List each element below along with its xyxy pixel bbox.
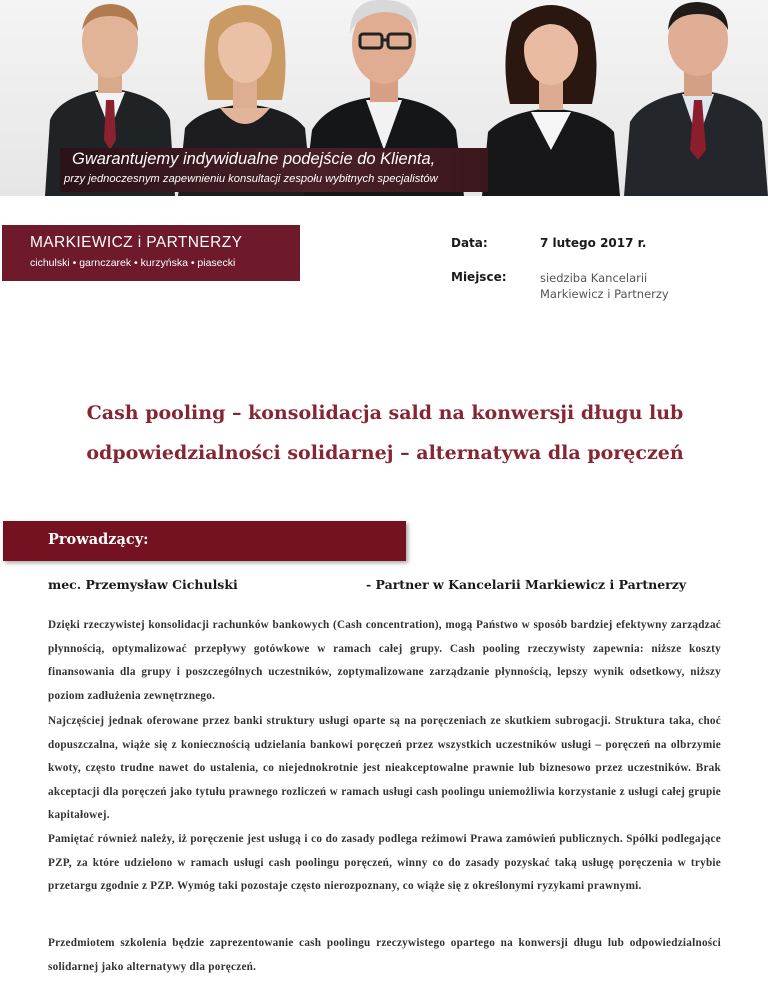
logo-brand: MARKIEWICZ i PARTNERZY [30, 234, 243, 251]
team-photo-person-4 [476, 0, 626, 196]
paragraph-4: Przedmiotem szkolenia będzie zaprezentowanie cash poolingu rzeczywistego opartego na konwersji długu lub odpowiedzialności solidarnej jako alternatywy dla poręczeń. [48, 937, 721, 973]
title-line-2: odpowiedzialności solidarnej – alternatywa dla poręczeń [86, 442, 684, 464]
title-line-1: Cash pooling – konsolidacja sald na konwersji długu lub [86, 402, 684, 424]
place-label: Miejsce: [451, 270, 507, 284]
page-title [40, 393, 730, 473]
date-value: 7 lutego 2017 r. [540, 236, 647, 250]
presenter-name: mec. Przemysław Cichulski [48, 577, 238, 592]
banner-tagline-strip [60, 148, 488, 192]
paragraph-2: Najczęściej jednak oferowane przez banki struktury usługi oparte są na poręczeniach ze skutkiem subrogacji. Struktura taka, choć dopuszczalna, wiąże się z koniecznością udzielania bankowi poręczeń przez wszystkich uczestników usługi – poręczeń na olbrzymie kwoty, często trudne nawet do ustalenia, co niejednokrotnie jest nieakceptowalne prawnie lub biznesowo przez uczestników. Brak akceptacji dla poręczeń jako tytułu prawnego rozliczeń w ramach usługi cash poolingu uniemożliwia korzystanie z usługi całej grupie kapitałowej. [48, 715, 721, 822]
paragraph-3: Pamiętać również należy, iż poręczenie jest usługą i co do zasady podlega reżimowi Prawa zamówień publicznych. Spółki podlegające PZP, za które udzielono w ramach usługi cash poolingu poręczeń, winny co do zasady pozyskać taką usługę poręczenia w trybie przetargu zgodnie z PZP. Wymóg taki pozostaje często nierozpoznany, co wiąże się z określonymi ryzykami prawnymi. [48, 833, 721, 893]
team-banner [0, 0, 768, 196]
date-label: Data: [451, 236, 488, 250]
section-heading-bar [3, 521, 406, 561]
banner-tagline: Gwarantujemy indywidualne podejście do Klienta, [72, 150, 436, 168]
banner-subline: przy jednoczesnym zapewnieniu konsultacji zespołu wybitnych specjalistów [64, 173, 438, 185]
team-photo-person-5 [620, 0, 768, 196]
company-logo [2, 225, 300, 281]
presenter-role: - Partner w Kancelarii Markiewicz i Partnerzy [366, 577, 687, 592]
place-line-1: siedziba Kancelarii [540, 271, 648, 285]
section-heading: Prowadzący: [48, 531, 149, 548]
paragraph-1: Dzięki rzeczywistej konsolidacji rachunków bankowych (Cash concentration), mogą Państwo w sposób bardziej efektywny zarządzać płynnością, optymalizować przepływy gotówkowe w ramach całej grupy. Cash pooling rzeczywisty zapewnia: niższe koszty finansowania dla grupy i poszczególnych uczestników, zoptymalizowane zarządzanie płynnością, lepszy wynik odsetkowy, niższy poziom zadłużenia zewnętrznego. [48, 619, 721, 702]
place-line-2: Markiewicz i Partnerzy [540, 287, 669, 301]
logo-partners: cichulski • garnczarek • kurzyńska • piasecki [30, 257, 236, 269]
place-value [540, 270, 669, 302]
